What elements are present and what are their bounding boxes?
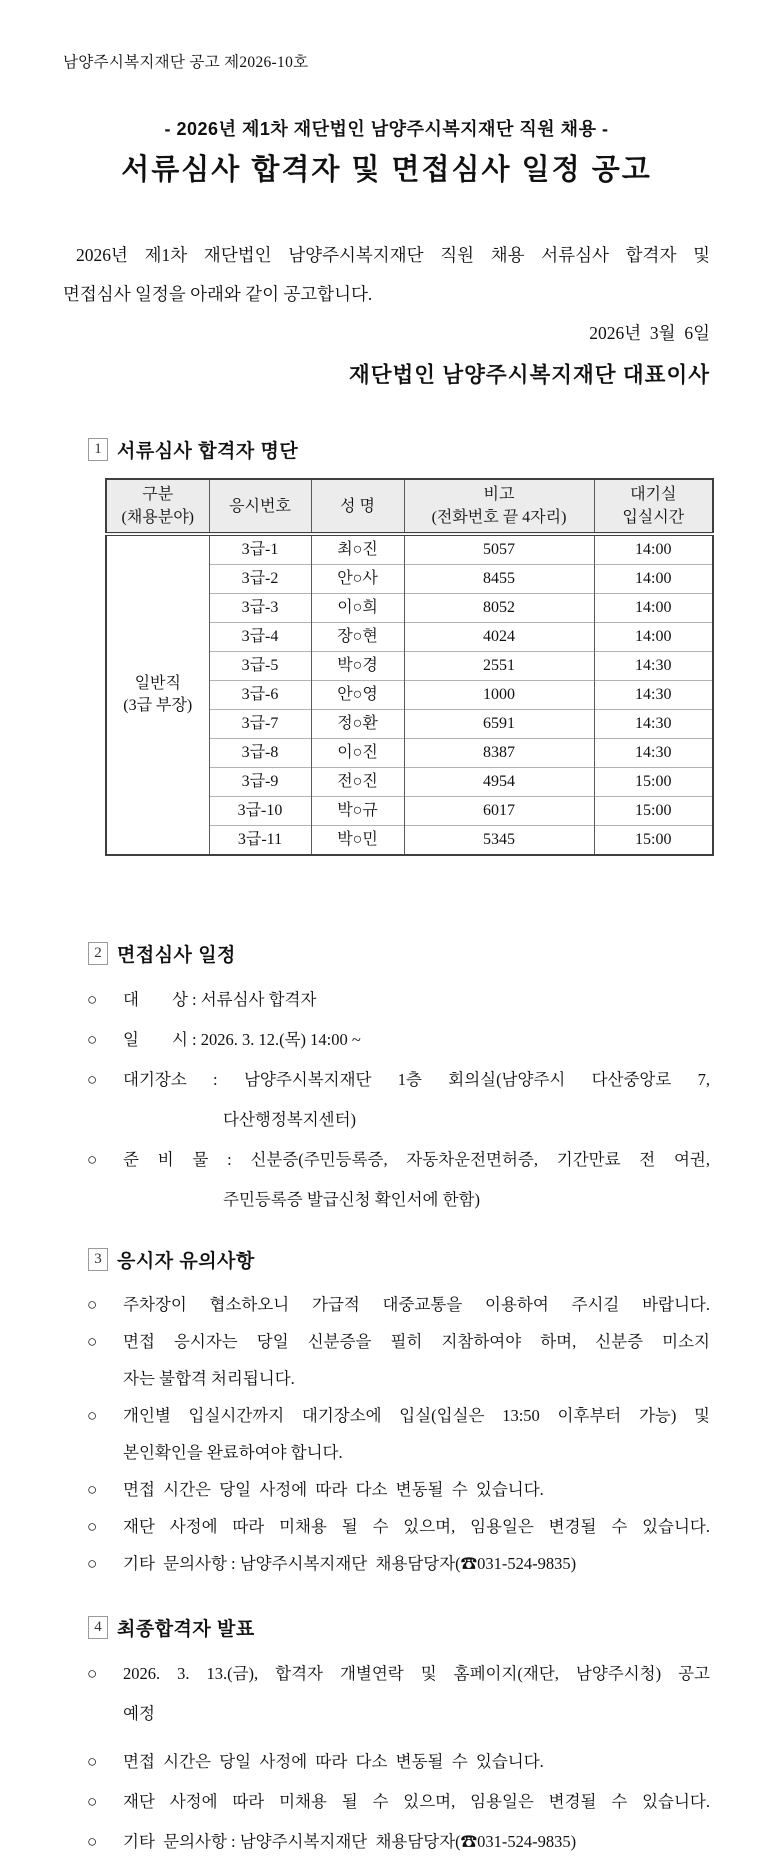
cell-time: 15:00 [594, 826, 713, 856]
intro-line-1: 2026년 제1차 재단법인 남양주시복지재단 직원 채용 서류심사 합격자 및 [76, 245, 710, 265]
cell-time: 14:00 [594, 623, 713, 652]
cell-note: 6017 [404, 797, 594, 826]
bullet-line: ○ 일 시 : 2026. 3. 12.(목) 14:00 ~ [87, 1020, 710, 1060]
cell-time: 14:30 [594, 710, 713, 739]
bullet-line: 자는 불합격 처리됩니다. [123, 1369, 295, 1388]
cell-name: 박○민 [311, 826, 404, 856]
cell-time: 14:00 [594, 565, 713, 594]
list-item [87, 1782, 710, 1822]
circle-bullet-icon: ○ [87, 1832, 98, 1851]
list-item [87, 1060, 710, 1140]
circle-bullet-icon: ○ [87, 1406, 98, 1425]
section1-heading [63, 436, 710, 462]
circle-bullet-icon: ○ [87, 1664, 98, 1683]
list-item [87, 1286, 710, 1323]
cell-note: 8052 [404, 594, 594, 623]
section2-heading-label: 면접심사 일정 [117, 944, 236, 966]
cell-note: 6591 [404, 710, 594, 739]
section4-number-box: 4 [88, 1616, 108, 1639]
cell-note: 1000 [404, 681, 594, 710]
circle-bullet-icon: ○ [87, 1554, 98, 1573]
list-item [87, 1397, 710, 1471]
cell-time: 15:00 [594, 797, 713, 826]
cell-name: 안○사 [311, 565, 404, 594]
bullet-line: 주민등록증 발급신청 확인서에 한함) [223, 1190, 480, 1209]
cell-exam_no: 3급-6 [209, 681, 311, 710]
cell-exam_no: 3급-11 [209, 826, 311, 856]
bullet-line: ○ 대기장소 : 남양주시복지재단 1층 회의실(남양주시 다산중앙로 7, [87, 1060, 710, 1100]
column-header: 대기실 입실시간 [594, 479, 713, 534]
cell-note: 8387 [404, 739, 594, 768]
column-header: 응시번호 [209, 479, 311, 534]
section4-heading [63, 1614, 710, 1640]
cell-exam_no: 3급-1 [209, 534, 311, 565]
bullet-line: ○ 대 상 : 서류심사 합격자 [87, 980, 710, 1020]
circle-bullet-icon: ○ [87, 1480, 98, 1499]
section3-items [87, 1286, 710, 1582]
cell-note: 5057 [404, 534, 594, 565]
circle-bullet-icon: ○ [87, 1517, 98, 1536]
cell-name: 장○현 [311, 623, 404, 652]
cell-note: 4024 [404, 623, 594, 652]
bullet-line: ○ 주차장이 협소하오니 가급적 대중교통을 이용하여 주시길 바랍니다. [87, 1286, 710, 1323]
bullet-line: ○ 재단 사정에 따라 미채용 될 수 있으며, 임용일은 변경될 수 있습니다. [87, 1782, 710, 1822]
section3-heading-label: 응시자 유의사항 [117, 1250, 255, 1272]
cell-name: 이○희 [311, 594, 404, 623]
group-cell: 일반직 (3급 부장) [106, 534, 209, 855]
cell-name: 이○진 [311, 739, 404, 768]
cell-note: 4954 [404, 768, 594, 797]
bullet-line: ○ 면접 응시자는 당일 신분증을 필히 지참하여야 하며, 신분증 미소지 [87, 1323, 710, 1360]
list-item [87, 1822, 710, 1862]
cell-exam_no: 3급-8 [209, 739, 311, 768]
cell-exam_no: 3급-3 [209, 594, 311, 623]
list-item [87, 1140, 710, 1220]
bullet-line: ○ 기타 문의사항 : 남양주시복지재단 채용담당자(☎031-524-9835) [87, 1822, 710, 1862]
cell-name: 박○규 [311, 797, 404, 826]
circle-bullet-icon: ○ [87, 990, 98, 1009]
bullet-line: ○ 개인별 입실시간까지 대기장소에 입실(입실은 13:50 이후부터 가능) 및 [87, 1397, 710, 1434]
list-item [87, 1508, 710, 1545]
list-item [87, 980, 710, 1020]
circle-bullet-icon: ○ [87, 1030, 98, 1049]
pass-table-header-row [106, 479, 713, 534]
section1-heading-label: 서류심사 합격자 명단 [117, 440, 299, 462]
list-item [87, 1742, 710, 1782]
section1-number-box: 1 [88, 438, 108, 461]
cell-time: 14:00 [594, 534, 713, 565]
bullet-line: 예정 [123, 1704, 155, 1723]
bullet-line: ○ 준 비 물 : 신분증(주민등록증, 자동차운전면허증, 기간만료 전 여권, [87, 1140, 710, 1180]
notice-number: 남양주시복지재단 공고 제2026-10호 [63, 54, 309, 71]
cell-note: 5345 [404, 826, 594, 856]
announcement-date: 2026년 3월 6일 [589, 323, 710, 343]
cell-name: 안○영 [311, 681, 404, 710]
pass-table [105, 478, 714, 856]
section2-number-box: 2 [88, 942, 108, 965]
intro-paragraph [63, 236, 710, 314]
signer-name: 재단법인 남양주시복지재단 대표이사 [348, 363, 710, 387]
recruitment-subtitle: - 2026년 제1차 재단법인 남양주시복지재단 직원 채용 - [164, 119, 609, 139]
cell-exam_no: 3급-10 [209, 797, 311, 826]
cell-exam_no: 3급-2 [209, 565, 311, 594]
circle-bullet-icon: ○ [87, 1332, 98, 1351]
bullet-line: 본인확인을 완료하여야 합니다. [123, 1443, 343, 1462]
intro-line-2: 면접심사 일정을 아래와 같이 공고합니다. [63, 284, 373, 304]
list-item [87, 1545, 710, 1582]
cell-time: 14:30 [594, 681, 713, 710]
cell-name: 전○진 [311, 768, 404, 797]
cell-exam_no: 3급-4 [209, 623, 311, 652]
section2-heading [63, 940, 710, 966]
cell-exam_no: 3급-9 [209, 768, 311, 797]
cell-exam_no: 3급-5 [209, 652, 311, 681]
circle-bullet-icon: ○ [87, 1070, 98, 1089]
cell-name: 박○경 [311, 652, 404, 681]
circle-bullet-icon: ○ [87, 1295, 98, 1314]
list-item [87, 1020, 710, 1060]
list-item [87, 1654, 710, 1734]
cell-time: 15:00 [594, 768, 713, 797]
bullet-line: ○ 2026. 3. 13.(금), 합격자 개별연락 및 홈페이지(재단, 남양주시청) 공고 [87, 1654, 710, 1694]
circle-bullet-icon: ○ [87, 1150, 98, 1169]
bullet-line: ○ 재단 사정에 따라 미채용 될 수 있으며, 임용일은 변경될 수 있습니다. [87, 1508, 710, 1545]
cell-note: 8455 [404, 565, 594, 594]
cell-exam_no: 3급-7 [209, 710, 311, 739]
cell-time: 14:30 [594, 652, 713, 681]
list-item [87, 1471, 710, 1508]
bullet-line: ○ 면접 시간은 당일 사정에 따라 다소 변동될 수 있습니다. [87, 1471, 710, 1508]
section3-number-box: 3 [88, 1248, 108, 1271]
circle-bullet-icon: ○ [87, 1752, 98, 1771]
column-header: 비고 (전화번호 끝 4자리) [404, 479, 594, 534]
cell-note: 2551 [404, 652, 594, 681]
column-header: 구분 (채용분야) [106, 479, 209, 534]
bullet-line: ○ 기타 문의사항 : 남양주시복지재단 채용담당자(☎031-524-9835) [87, 1545, 710, 1582]
cell-time: 14:30 [594, 739, 713, 768]
bullet-line: ○ 면접 시간은 당일 사정에 따라 다소 변동될 수 있습니다. [87, 1742, 710, 1782]
section4-heading-label: 최종합격자 발표 [117, 1618, 255, 1640]
column-header: 성 명 [311, 479, 404, 534]
page-title: 서류심사 합격자 및 면접심사 일정 공고 [121, 154, 652, 186]
section2-items [87, 980, 710, 1220]
pass-table-body [106, 534, 713, 855]
bullet-line: 다산행정복지센터) [223, 1110, 357, 1129]
circle-bullet-icon: ○ [87, 1792, 98, 1811]
cell-time: 14:00 [594, 594, 713, 623]
list-item [87, 1323, 710, 1397]
cell-name: 최○진 [311, 534, 404, 565]
table-row [106, 534, 713, 565]
section3-heading [63, 1246, 710, 1272]
section4-items [87, 1654, 710, 1862]
cell-name: 정○환 [311, 710, 404, 739]
